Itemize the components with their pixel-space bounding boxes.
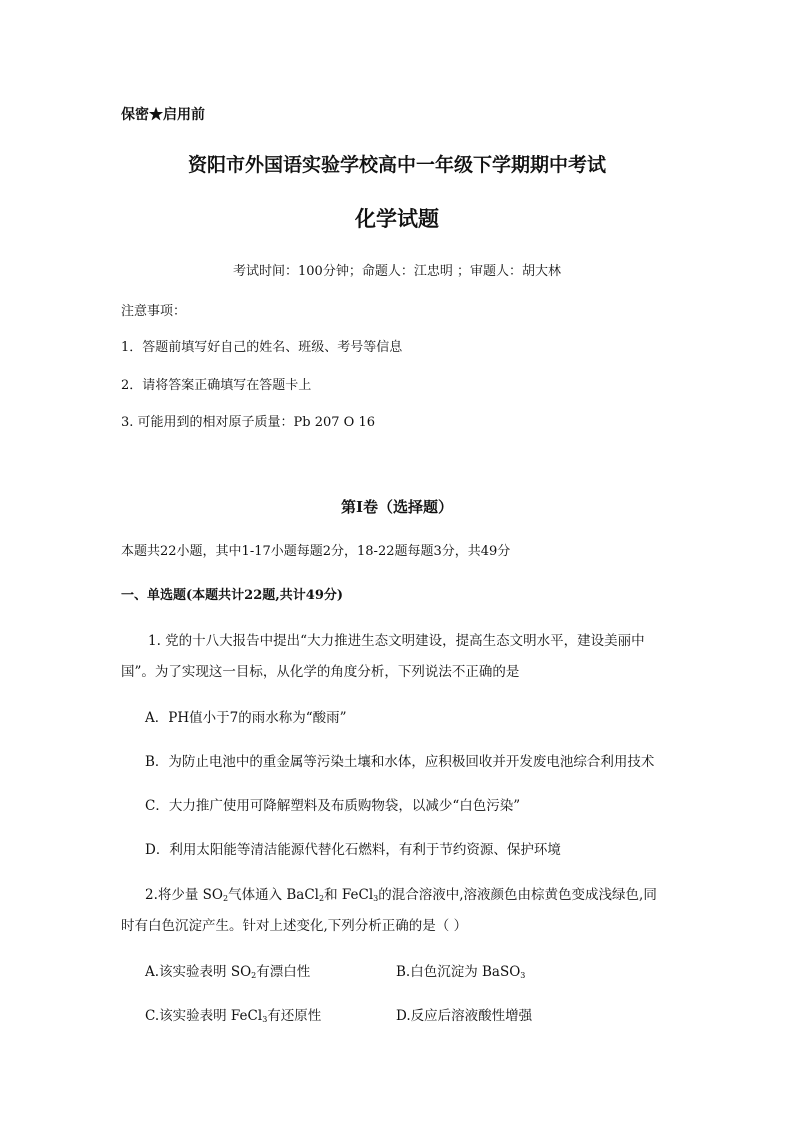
exam-title: 资阳市外国语实验学校高中一年级下学期期中考试 <box>187 154 606 176</box>
exam-subtitle: 化学试题 <box>355 206 439 231</box>
question-1-stem-cont: 国”。为了实现这一目标，从化学的角度分析，下列说法不正确的是 <box>121 664 520 680</box>
question-1-option-c: C．大力推广使用可降解塑料及布质购物袋，以减少“白色污染” <box>145 798 521 814</box>
question-2-option-a: A.该实验表明 $SO_2$有漂白性 <box>145 964 311 980</box>
question-1-option-d: D．利用太阳能等清洁能源代替化石燃料，有利于节约资源、保护环境 <box>145 842 561 858</box>
note-item: 2．请将答案正确填写在答题卡上 <box>121 378 312 393</box>
question-1-stem: 1. 党的十八大报告中提出“大力推进生态文明建设，提高生态文明水平，建设美丽中 <box>148 633 645 649</box>
notes-heading: 注意事项： <box>121 304 187 319</box>
note-item: 3. 可能用到的相对原子质量：Pb 207 O 16 <box>121 415 376 430</box>
question-2-option-b: B.白色沉淀为 BaSO$_3$ <box>396 964 526 980</box>
section-title: 第Ⅰ卷（选择题） <box>340 498 454 516</box>
exam-meta: 考试时间：100分钟；命题人：江忠明 ；审题人：胡大林 <box>233 264 561 279</box>
part-title: 一、单选题(本题共计22题,共计49分) <box>121 588 344 603</box>
question-1-option-a: A．PH值小于7的雨水称为“酸雨” <box>145 710 347 726</box>
question-2-stem: 2.将少量 $SO_2$气体通入 BaCl$_2$和 FeCl$_3$的混合溶液中,溶液颜色由棕黄色变成浅绿色,同 <box>145 887 657 903</box>
question-2-option-d: D.反应后溶液酸性增强 <box>396 1008 533 1024</box>
question-2-option-c: C.该实验表明 FeCl$_3$有还原性 <box>145 1008 322 1024</box>
confidential-label: 保密★启用前 <box>121 107 205 123</box>
question-1-option-b: B．为防止电池中的重金属等污染土壤和水体，应积极回收并开发废电池综合利用技术 <box>145 754 655 770</box>
section-description: 本题共22小题，其中1-17小题每题2分，18-22题每题3分，共49分 <box>121 544 511 559</box>
note-item: 1．答题前填写好自己的姓名、班级、考号等信息 <box>121 340 403 355</box>
question-2-stem-cont: 时有白色沉淀产生。针对上述变化,下列分析正确的是（ ） <box>121 918 468 934</box>
